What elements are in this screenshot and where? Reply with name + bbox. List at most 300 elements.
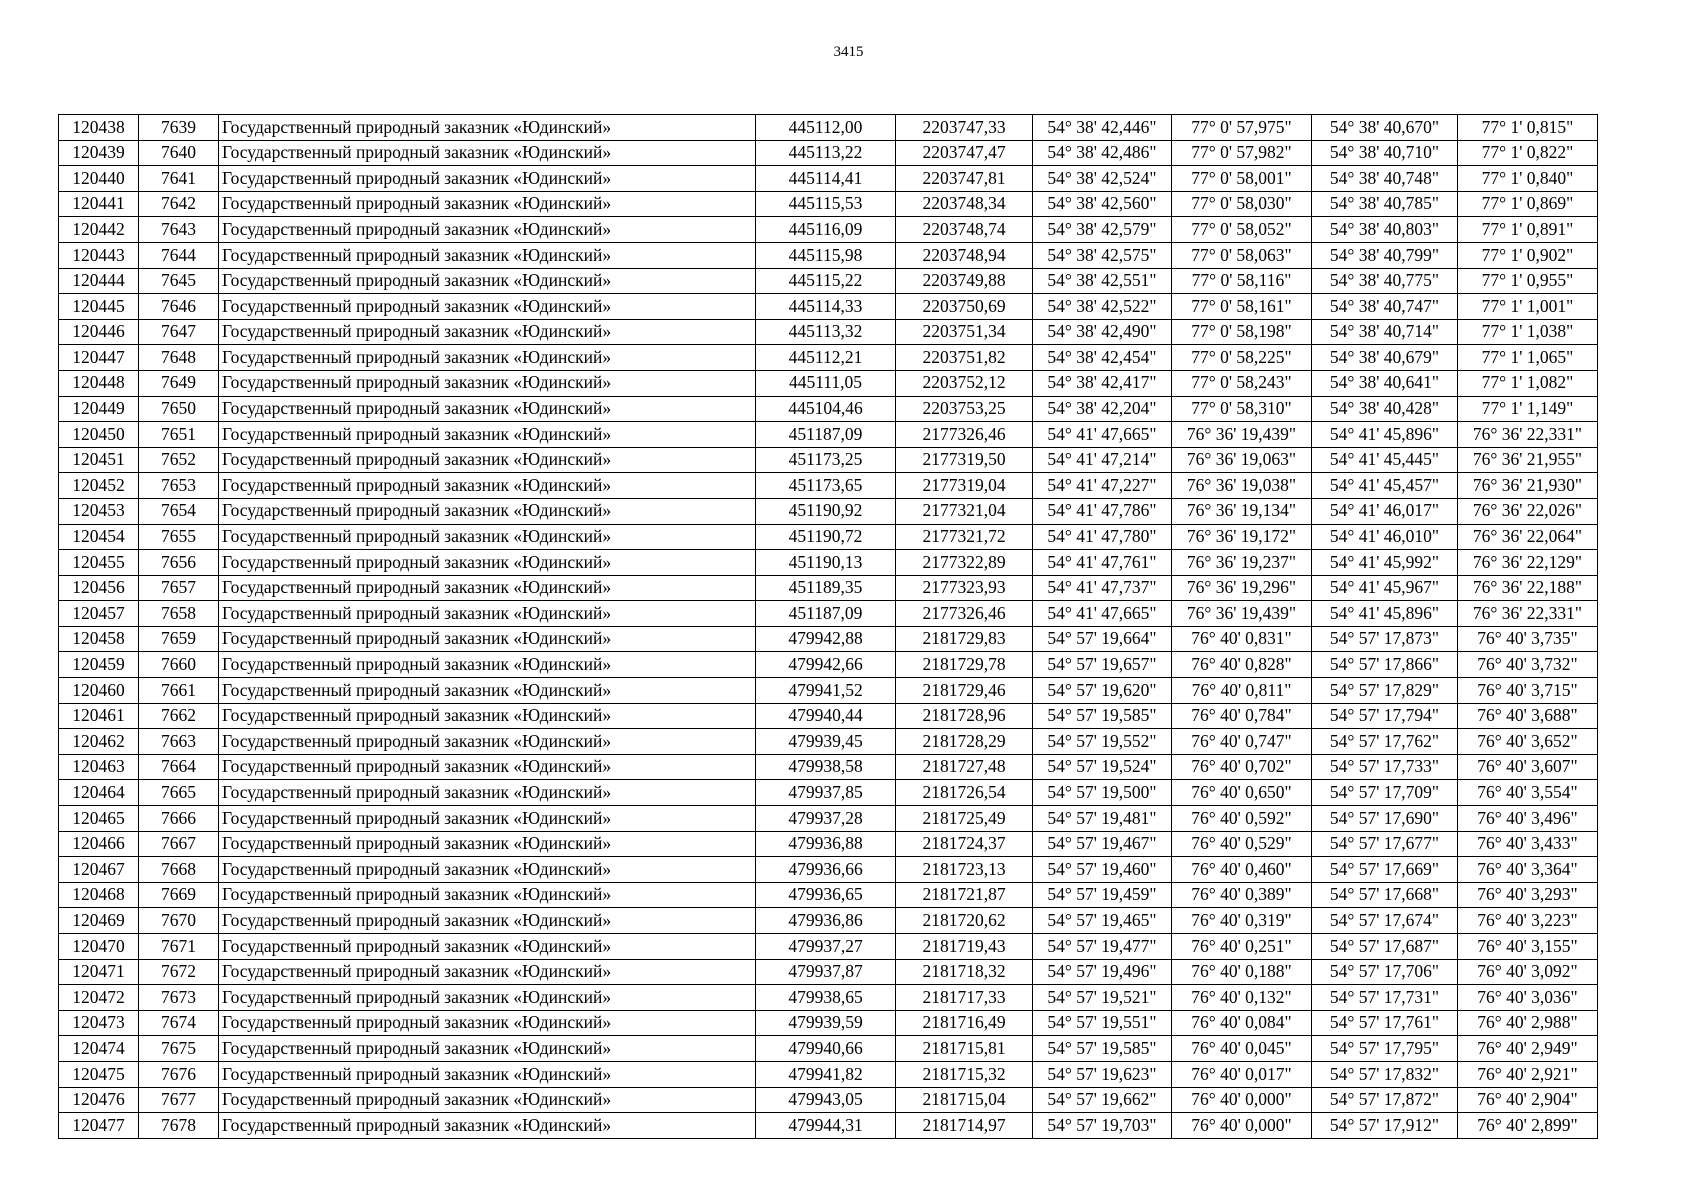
reserve-name-cell: Государственный природный заказник «Юдинский» [219,882,756,908]
longitude-1-cell: 76° 40' 0,084" [1172,1010,1312,1036]
record-id-cell: 120471 [59,959,139,985]
x-coordinate-cell: 451187,09 [756,422,896,448]
x-coordinate-cell: 451190,72 [756,524,896,550]
latitude-2-cell: 54° 41' 46,010" [1312,524,1458,550]
table-row [59,1036,1598,1062]
point-number-cell: 7660 [139,652,219,678]
latitude-1-cell: 54° 57' 19,481" [1033,806,1172,832]
point-number-cell: 7670 [139,908,219,934]
point-number-cell: 7663 [139,729,219,755]
reserve-name-cell: Государственный природный заказник «Юдинский» [219,985,756,1011]
x-coordinate-cell: 479937,87 [756,959,896,985]
longitude-2-cell: 77° 1' 0,815" [1458,115,1598,141]
latitude-1-cell: 54° 38' 42,204" [1033,396,1172,422]
latitude-1-cell: 54° 38' 42,560" [1033,191,1172,217]
x-coordinate-cell: 479939,45 [756,729,896,755]
point-number-cell: 7639 [139,115,219,141]
table-row [59,242,1598,268]
table-row [59,217,1598,243]
y-coordinate-cell: 2203750,69 [896,294,1033,320]
record-id-cell: 120442 [59,217,139,243]
latitude-1-cell: 54° 57' 19,521" [1033,985,1172,1011]
y-coordinate-cell: 2177322,89 [896,550,1033,576]
record-id-cell: 120450 [59,422,139,448]
longitude-1-cell: 76° 36' 19,038" [1172,473,1312,499]
longitude-2-cell: 76° 40' 3,293" [1458,882,1598,908]
longitude-1-cell: 77° 0' 58,030" [1172,191,1312,217]
y-coordinate-cell: 2177323,93 [896,575,1033,601]
point-number-cell: 7661 [139,678,219,704]
longitude-1-cell: 76° 40' 0,251" [1172,934,1312,960]
reserve-name-cell: Государственный природный заказник «Юдинский» [219,1087,756,1113]
table-row [59,345,1598,371]
longitude-1-cell: 77° 0' 58,161" [1172,294,1312,320]
y-coordinate-cell: 2181719,43 [896,934,1033,960]
latitude-1-cell: 54° 57' 19,585" [1033,1036,1172,1062]
latitude-2-cell: 54° 41' 45,896" [1312,601,1458,627]
record-id-cell: 120477 [59,1113,139,1139]
record-id-cell: 120460 [59,678,139,704]
point-number-cell: 7676 [139,1061,219,1087]
longitude-2-cell: 77° 1' 1,149" [1458,396,1598,422]
table-row [59,294,1598,320]
latitude-2-cell: 54° 38' 40,714" [1312,319,1458,345]
reserve-name-cell: Государственный природный заказник «Юдинский» [219,140,756,166]
longitude-2-cell: 76° 40' 3,036" [1458,985,1598,1011]
point-number-cell: 7674 [139,1010,219,1036]
y-coordinate-cell: 2203747,33 [896,115,1033,141]
point-number-cell: 7656 [139,550,219,576]
table-row [59,882,1598,908]
table-row [59,601,1598,627]
record-id-cell: 120464 [59,780,139,806]
table-row [59,678,1598,704]
point-number-cell: 7654 [139,498,219,524]
table-row [59,1010,1598,1036]
record-id-cell: 120475 [59,1061,139,1087]
latitude-2-cell: 54° 57' 17,687" [1312,934,1458,960]
table-row [59,166,1598,192]
latitude-1-cell: 54° 57' 19,467" [1033,831,1172,857]
reserve-name-cell: Государственный природный заказник «Юдинский» [219,575,756,601]
y-coordinate-cell: 2181714,97 [896,1113,1033,1139]
reserve-name-cell: Государственный природный заказник «Юдинский» [219,959,756,985]
latitude-2-cell: 54° 41' 45,992" [1312,550,1458,576]
record-id-cell: 120473 [59,1010,139,1036]
longitude-2-cell: 76° 40' 3,496" [1458,806,1598,832]
record-id-cell: 120449 [59,396,139,422]
latitude-1-cell: 54° 57' 19,465" [1033,908,1172,934]
x-coordinate-cell: 451190,13 [756,550,896,576]
reserve-name-cell: Государственный природный заказник «Юдинский» [219,754,756,780]
longitude-2-cell: 76° 40' 3,155" [1458,934,1598,960]
longitude-2-cell: 77° 1' 0,891" [1458,217,1598,243]
longitude-1-cell: 77° 0' 58,052" [1172,217,1312,243]
y-coordinate-cell: 2177326,46 [896,422,1033,448]
longitude-2-cell: 77° 1' 1,001" [1458,294,1598,320]
longitude-2-cell: 76° 40' 2,921" [1458,1061,1598,1087]
point-number-cell: 7649 [139,370,219,396]
reserve-name-cell: Государственный природный заказник «Юдинский» [219,729,756,755]
x-coordinate-cell: 451173,65 [756,473,896,499]
y-coordinate-cell: 2203748,34 [896,191,1033,217]
point-number-cell: 7673 [139,985,219,1011]
latitude-2-cell: 54° 57' 17,866" [1312,652,1458,678]
longitude-2-cell: 77° 1' 1,065" [1458,345,1598,371]
table-row [59,268,1598,294]
point-number-cell: 7672 [139,959,219,985]
latitude-2-cell: 54° 38' 40,799" [1312,242,1458,268]
x-coordinate-cell: 479943,05 [756,1087,896,1113]
latitude-2-cell: 54° 41' 45,896" [1312,422,1458,448]
y-coordinate-cell: 2181726,54 [896,780,1033,806]
point-number-cell: 7666 [139,806,219,832]
y-coordinate-cell: 2181716,49 [896,1010,1033,1036]
latitude-2-cell: 54° 57' 17,709" [1312,780,1458,806]
record-id-cell: 120476 [59,1087,139,1113]
y-coordinate-cell: 2203752,12 [896,370,1033,396]
record-id-cell: 120465 [59,806,139,832]
table-row [59,473,1598,499]
longitude-2-cell: 76° 40' 2,904" [1458,1087,1598,1113]
longitude-2-cell: 76° 40' 2,899" [1458,1113,1598,1139]
table-row [59,396,1598,422]
latitude-2-cell: 54° 57' 17,669" [1312,857,1458,883]
latitude-2-cell: 54° 38' 40,747" [1312,294,1458,320]
x-coordinate-cell: 479944,31 [756,1113,896,1139]
record-id-cell: 120457 [59,601,139,627]
y-coordinate-cell: 2181729,83 [896,626,1033,652]
reserve-name-cell: Государственный природный заказник «Юдинский» [219,217,756,243]
y-coordinate-cell: 2203748,94 [896,242,1033,268]
latitude-1-cell: 54° 38' 42,454" [1033,345,1172,371]
table-row [59,550,1598,576]
reserve-name-cell: Государственный природный заказник «Юдинский» [219,601,756,627]
reserve-name-cell: Государственный природный заказник «Юдинский» [219,857,756,883]
latitude-2-cell: 54° 38' 40,428" [1312,396,1458,422]
longitude-1-cell: 76° 36' 19,237" [1172,550,1312,576]
reserve-name-cell: Государственный природный заказник «Юдинский» [219,294,756,320]
x-coordinate-cell: 479941,82 [756,1061,896,1087]
record-id-cell: 120470 [59,934,139,960]
page-number: 3415 [833,44,864,60]
reserve-name-cell: Государственный природный заказник «Юдинский» [219,115,756,141]
record-id-cell: 120440 [59,166,139,192]
latitude-2-cell: 54° 57' 17,731" [1312,985,1458,1011]
longitude-2-cell: 76° 40' 3,715" [1458,678,1598,704]
reserve-name-cell: Государственный природный заказник «Юдинский» [219,345,756,371]
x-coordinate-cell: 479940,66 [756,1036,896,1062]
reserve-name-cell: Государственный природный заказник «Юдинский» [219,780,756,806]
longitude-1-cell: 76° 36' 19,439" [1172,601,1312,627]
reserve-name-cell: Государственный природный заказник «Юдинский» [219,1061,756,1087]
reserve-name-cell: Государственный природный заказник «Юдинский» [219,652,756,678]
table-row [59,959,1598,985]
point-number-cell: 7657 [139,575,219,601]
longitude-2-cell: 76° 40' 3,607" [1458,754,1598,780]
longitude-2-cell: 76° 40' 2,988" [1458,1010,1598,1036]
reserve-name-cell: Государственный природный заказник «Юдинский» [219,319,756,345]
latitude-1-cell: 54° 41' 47,665" [1033,601,1172,627]
record-id-cell: 120462 [59,729,139,755]
x-coordinate-cell: 479936,88 [756,831,896,857]
record-id-cell: 120456 [59,575,139,601]
x-coordinate-cell: 445111,05 [756,370,896,396]
latitude-1-cell: 54° 57' 19,552" [1033,729,1172,755]
point-number-cell: 7665 [139,780,219,806]
y-coordinate-cell: 2181715,32 [896,1061,1033,1087]
point-number-cell: 7662 [139,703,219,729]
latitude-2-cell: 54° 38' 40,748" [1312,166,1458,192]
table-row [59,498,1598,524]
latitude-2-cell: 54° 38' 40,670" [1312,115,1458,141]
latitude-2-cell: 54° 57' 17,690" [1312,806,1458,832]
longitude-1-cell: 76° 36' 19,296" [1172,575,1312,601]
latitude-2-cell: 54° 57' 17,706" [1312,959,1458,985]
latitude-2-cell: 54° 57' 17,674" [1312,908,1458,934]
longitude-1-cell: 77° 0' 57,982" [1172,140,1312,166]
longitude-1-cell: 77° 0' 58,001" [1172,166,1312,192]
longitude-2-cell: 76° 40' 3,688" [1458,703,1598,729]
latitude-2-cell: 54° 38' 40,785" [1312,191,1458,217]
y-coordinate-cell: 2181718,32 [896,959,1033,985]
latitude-1-cell: 54° 57' 19,500" [1033,780,1172,806]
record-id-cell: 120468 [59,882,139,908]
table-body [59,115,1598,1139]
point-number-cell: 7651 [139,422,219,448]
reserve-name-cell: Государственный природный заказник «Юдинский» [219,703,756,729]
point-number-cell: 7655 [139,524,219,550]
longitude-1-cell: 76° 40' 0,132" [1172,985,1312,1011]
latitude-2-cell: 54° 57' 17,733" [1312,754,1458,780]
y-coordinate-cell: 2181720,62 [896,908,1033,934]
longitude-1-cell: 76° 36' 19,134" [1172,498,1312,524]
longitude-1-cell: 76° 40' 0,747" [1172,729,1312,755]
reserve-name-cell: Государственный природный заказник «Юдинский» [219,370,756,396]
y-coordinate-cell: 2177319,50 [896,447,1033,473]
y-coordinate-cell: 2181727,48 [896,754,1033,780]
longitude-2-cell: 77° 1' 1,082" [1458,370,1598,396]
table-row [59,703,1598,729]
record-id-cell: 120466 [59,831,139,857]
y-coordinate-cell: 2181723,13 [896,857,1033,883]
longitude-2-cell: 76° 36' 22,331" [1458,422,1598,448]
table-row [59,575,1598,601]
longitude-2-cell: 76° 40' 3,652" [1458,729,1598,755]
y-coordinate-cell: 2203747,47 [896,140,1033,166]
point-number-cell: 7664 [139,754,219,780]
longitude-1-cell: 76° 40' 0,000" [1172,1087,1312,1113]
record-id-cell: 120459 [59,652,139,678]
reserve-name-cell: Государственный природный заказник «Юдинский» [219,166,756,192]
y-coordinate-cell: 2177321,04 [896,498,1033,524]
reserve-name-cell: Государственный природный заказник «Юдинский» [219,1036,756,1062]
x-coordinate-cell: 479936,86 [756,908,896,934]
x-coordinate-cell: 479937,27 [756,934,896,960]
y-coordinate-cell: 2181717,33 [896,985,1033,1011]
y-coordinate-cell: 2181721,87 [896,882,1033,908]
x-coordinate-cell: 479939,59 [756,1010,896,1036]
x-coordinate-cell: 479940,44 [756,703,896,729]
latitude-2-cell: 54° 38' 40,775" [1312,268,1458,294]
point-number-cell: 7652 [139,447,219,473]
latitude-2-cell: 54° 57' 17,794" [1312,703,1458,729]
latitude-1-cell: 54° 57' 19,459" [1033,882,1172,908]
x-coordinate-cell: 479938,58 [756,754,896,780]
x-coordinate-cell: 445113,22 [756,140,896,166]
latitude-1-cell: 54° 38' 42,490" [1033,319,1172,345]
point-number-cell: 7644 [139,242,219,268]
table-row [59,985,1598,1011]
latitude-1-cell: 54° 57' 19,460" [1033,857,1172,883]
latitude-1-cell: 54° 57' 19,496" [1033,959,1172,985]
table-row [59,934,1598,960]
latitude-1-cell: 54° 57' 19,664" [1033,626,1172,652]
x-coordinate-cell: 479938,65 [756,985,896,1011]
record-id-cell: 120463 [59,754,139,780]
record-id-cell: 120453 [59,498,139,524]
longitude-2-cell: 76° 40' 3,223" [1458,908,1598,934]
longitude-1-cell: 76° 40' 0,702" [1172,754,1312,780]
coordinates-table [58,114,1598,1139]
longitude-2-cell: 76° 40' 3,092" [1458,959,1598,985]
x-coordinate-cell: 445113,32 [756,319,896,345]
latitude-2-cell: 54° 41' 45,457" [1312,473,1458,499]
point-number-cell: 7668 [139,857,219,883]
reserve-name-cell: Государственный природный заказник «Юдинский» [219,1113,756,1139]
table-row [59,754,1598,780]
longitude-2-cell: 76° 40' 3,735" [1458,626,1598,652]
x-coordinate-cell: 451190,92 [756,498,896,524]
y-coordinate-cell: 2203749,88 [896,268,1033,294]
longitude-1-cell: 76° 40' 0,592" [1172,806,1312,832]
table-row [59,319,1598,345]
y-coordinate-cell: 2181728,29 [896,729,1033,755]
latitude-1-cell: 54° 57' 19,703" [1033,1113,1172,1139]
reserve-name-cell: Государственный природный заказник «Юдинский» [219,550,756,576]
latitude-1-cell: 54° 57' 19,585" [1033,703,1172,729]
longitude-1-cell: 77° 0' 58,310" [1172,396,1312,422]
point-number-cell: 7677 [139,1087,219,1113]
longitude-1-cell: 76° 40' 0,188" [1172,959,1312,985]
latitude-2-cell: 54° 57' 17,872" [1312,1087,1458,1113]
record-id-cell: 120454 [59,524,139,550]
longitude-2-cell: 77° 1' 1,038" [1458,319,1598,345]
record-id-cell: 120472 [59,985,139,1011]
latitude-1-cell: 54° 57' 19,551" [1033,1010,1172,1036]
reserve-name-cell: Государственный природный заказник «Юдинский» [219,447,756,473]
longitude-1-cell: 76° 40' 0,017" [1172,1061,1312,1087]
x-coordinate-cell: 479936,65 [756,882,896,908]
record-id-cell: 120438 [59,115,139,141]
latitude-2-cell: 54° 38' 40,710" [1312,140,1458,166]
x-coordinate-cell: 445116,09 [756,217,896,243]
record-id-cell: 120458 [59,626,139,652]
latitude-1-cell: 54° 41' 47,214" [1033,447,1172,473]
latitude-1-cell: 54° 38' 42,486" [1033,140,1172,166]
longitude-2-cell: 76° 36' 22,129" [1458,550,1598,576]
table-row [59,524,1598,550]
reserve-name-cell: Государственный природный заказник «Юдинский» [219,806,756,832]
longitude-1-cell: 77° 0' 58,116" [1172,268,1312,294]
table-row [59,806,1598,832]
longitude-2-cell: 77° 1' 0,822" [1458,140,1598,166]
longitude-1-cell: 76° 40' 0,319" [1172,908,1312,934]
longitude-2-cell: 76° 36' 22,064" [1458,524,1598,550]
longitude-2-cell: 76° 36' 22,331" [1458,601,1598,627]
point-number-cell: 7671 [139,934,219,960]
longitude-1-cell: 77° 0' 58,198" [1172,319,1312,345]
x-coordinate-cell: 479937,28 [756,806,896,832]
record-id-cell: 120441 [59,191,139,217]
longitude-1-cell: 76° 40' 0,529" [1172,831,1312,857]
latitude-2-cell: 54° 57' 17,912" [1312,1113,1458,1139]
table-row [59,729,1598,755]
longitude-2-cell: 77° 1' 0,955" [1458,268,1598,294]
table-row [59,1087,1598,1113]
y-coordinate-cell: 2203751,34 [896,319,1033,345]
longitude-1-cell: 76° 40' 0,650" [1172,780,1312,806]
x-coordinate-cell: 479942,88 [756,626,896,652]
point-number-cell: 7675 [139,1036,219,1062]
latitude-2-cell: 54° 38' 40,803" [1312,217,1458,243]
latitude-1-cell: 54° 41' 47,665" [1033,422,1172,448]
longitude-1-cell: 76° 40' 0,045" [1172,1036,1312,1062]
point-number-cell: 7659 [139,626,219,652]
latitude-2-cell: 54° 57' 17,795" [1312,1036,1458,1062]
y-coordinate-cell: 2177319,04 [896,473,1033,499]
table-row [59,422,1598,448]
latitude-2-cell: 54° 57' 17,873" [1312,626,1458,652]
table-row [59,626,1598,652]
longitude-2-cell: 76° 36' 21,930" [1458,473,1598,499]
y-coordinate-cell: 2203747,81 [896,166,1033,192]
table-row [59,857,1598,883]
table-row [59,780,1598,806]
latitude-2-cell: 54° 41' 46,017" [1312,498,1458,524]
y-coordinate-cell: 2181725,49 [896,806,1033,832]
longitude-1-cell: 77° 0' 57,975" [1172,115,1312,141]
longitude-2-cell: 76° 36' 22,026" [1458,498,1598,524]
point-number-cell: 7642 [139,191,219,217]
reserve-name-cell: Государственный природный заказник «Юдинский» [219,524,756,550]
x-coordinate-cell: 479942,66 [756,652,896,678]
latitude-2-cell: 54° 57' 17,761" [1312,1010,1458,1036]
record-id-cell: 120452 [59,473,139,499]
point-number-cell: 7653 [139,473,219,499]
longitude-2-cell: 76° 40' 3,364" [1458,857,1598,883]
table-row [59,831,1598,857]
y-coordinate-cell: 2177326,46 [896,601,1033,627]
longitude-1-cell: 76° 40' 0,389" [1172,882,1312,908]
record-id-cell: 120448 [59,370,139,396]
record-id-cell: 120461 [59,703,139,729]
reserve-name-cell: Государственный природный заказник «Юдинский» [219,831,756,857]
point-number-cell: 7646 [139,294,219,320]
reserve-name-cell: Государственный природный заказник «Юдинский» [219,498,756,524]
x-coordinate-cell: 445114,41 [756,166,896,192]
latitude-1-cell: 54° 41' 47,780" [1033,524,1172,550]
point-number-cell: 7641 [139,166,219,192]
latitude-1-cell: 54° 57' 19,657" [1033,652,1172,678]
reserve-name-cell: Государственный природный заказник «Юдинский» [219,1010,756,1036]
longitude-1-cell: 76° 40' 0,831" [1172,626,1312,652]
point-number-cell: 7667 [139,831,219,857]
y-coordinate-cell: 2181715,81 [896,1036,1033,1062]
longitude-2-cell: 76° 40' 3,554" [1458,780,1598,806]
longitude-1-cell: 77° 0' 58,225" [1172,345,1312,371]
latitude-2-cell: 54° 57' 17,829" [1312,678,1458,704]
